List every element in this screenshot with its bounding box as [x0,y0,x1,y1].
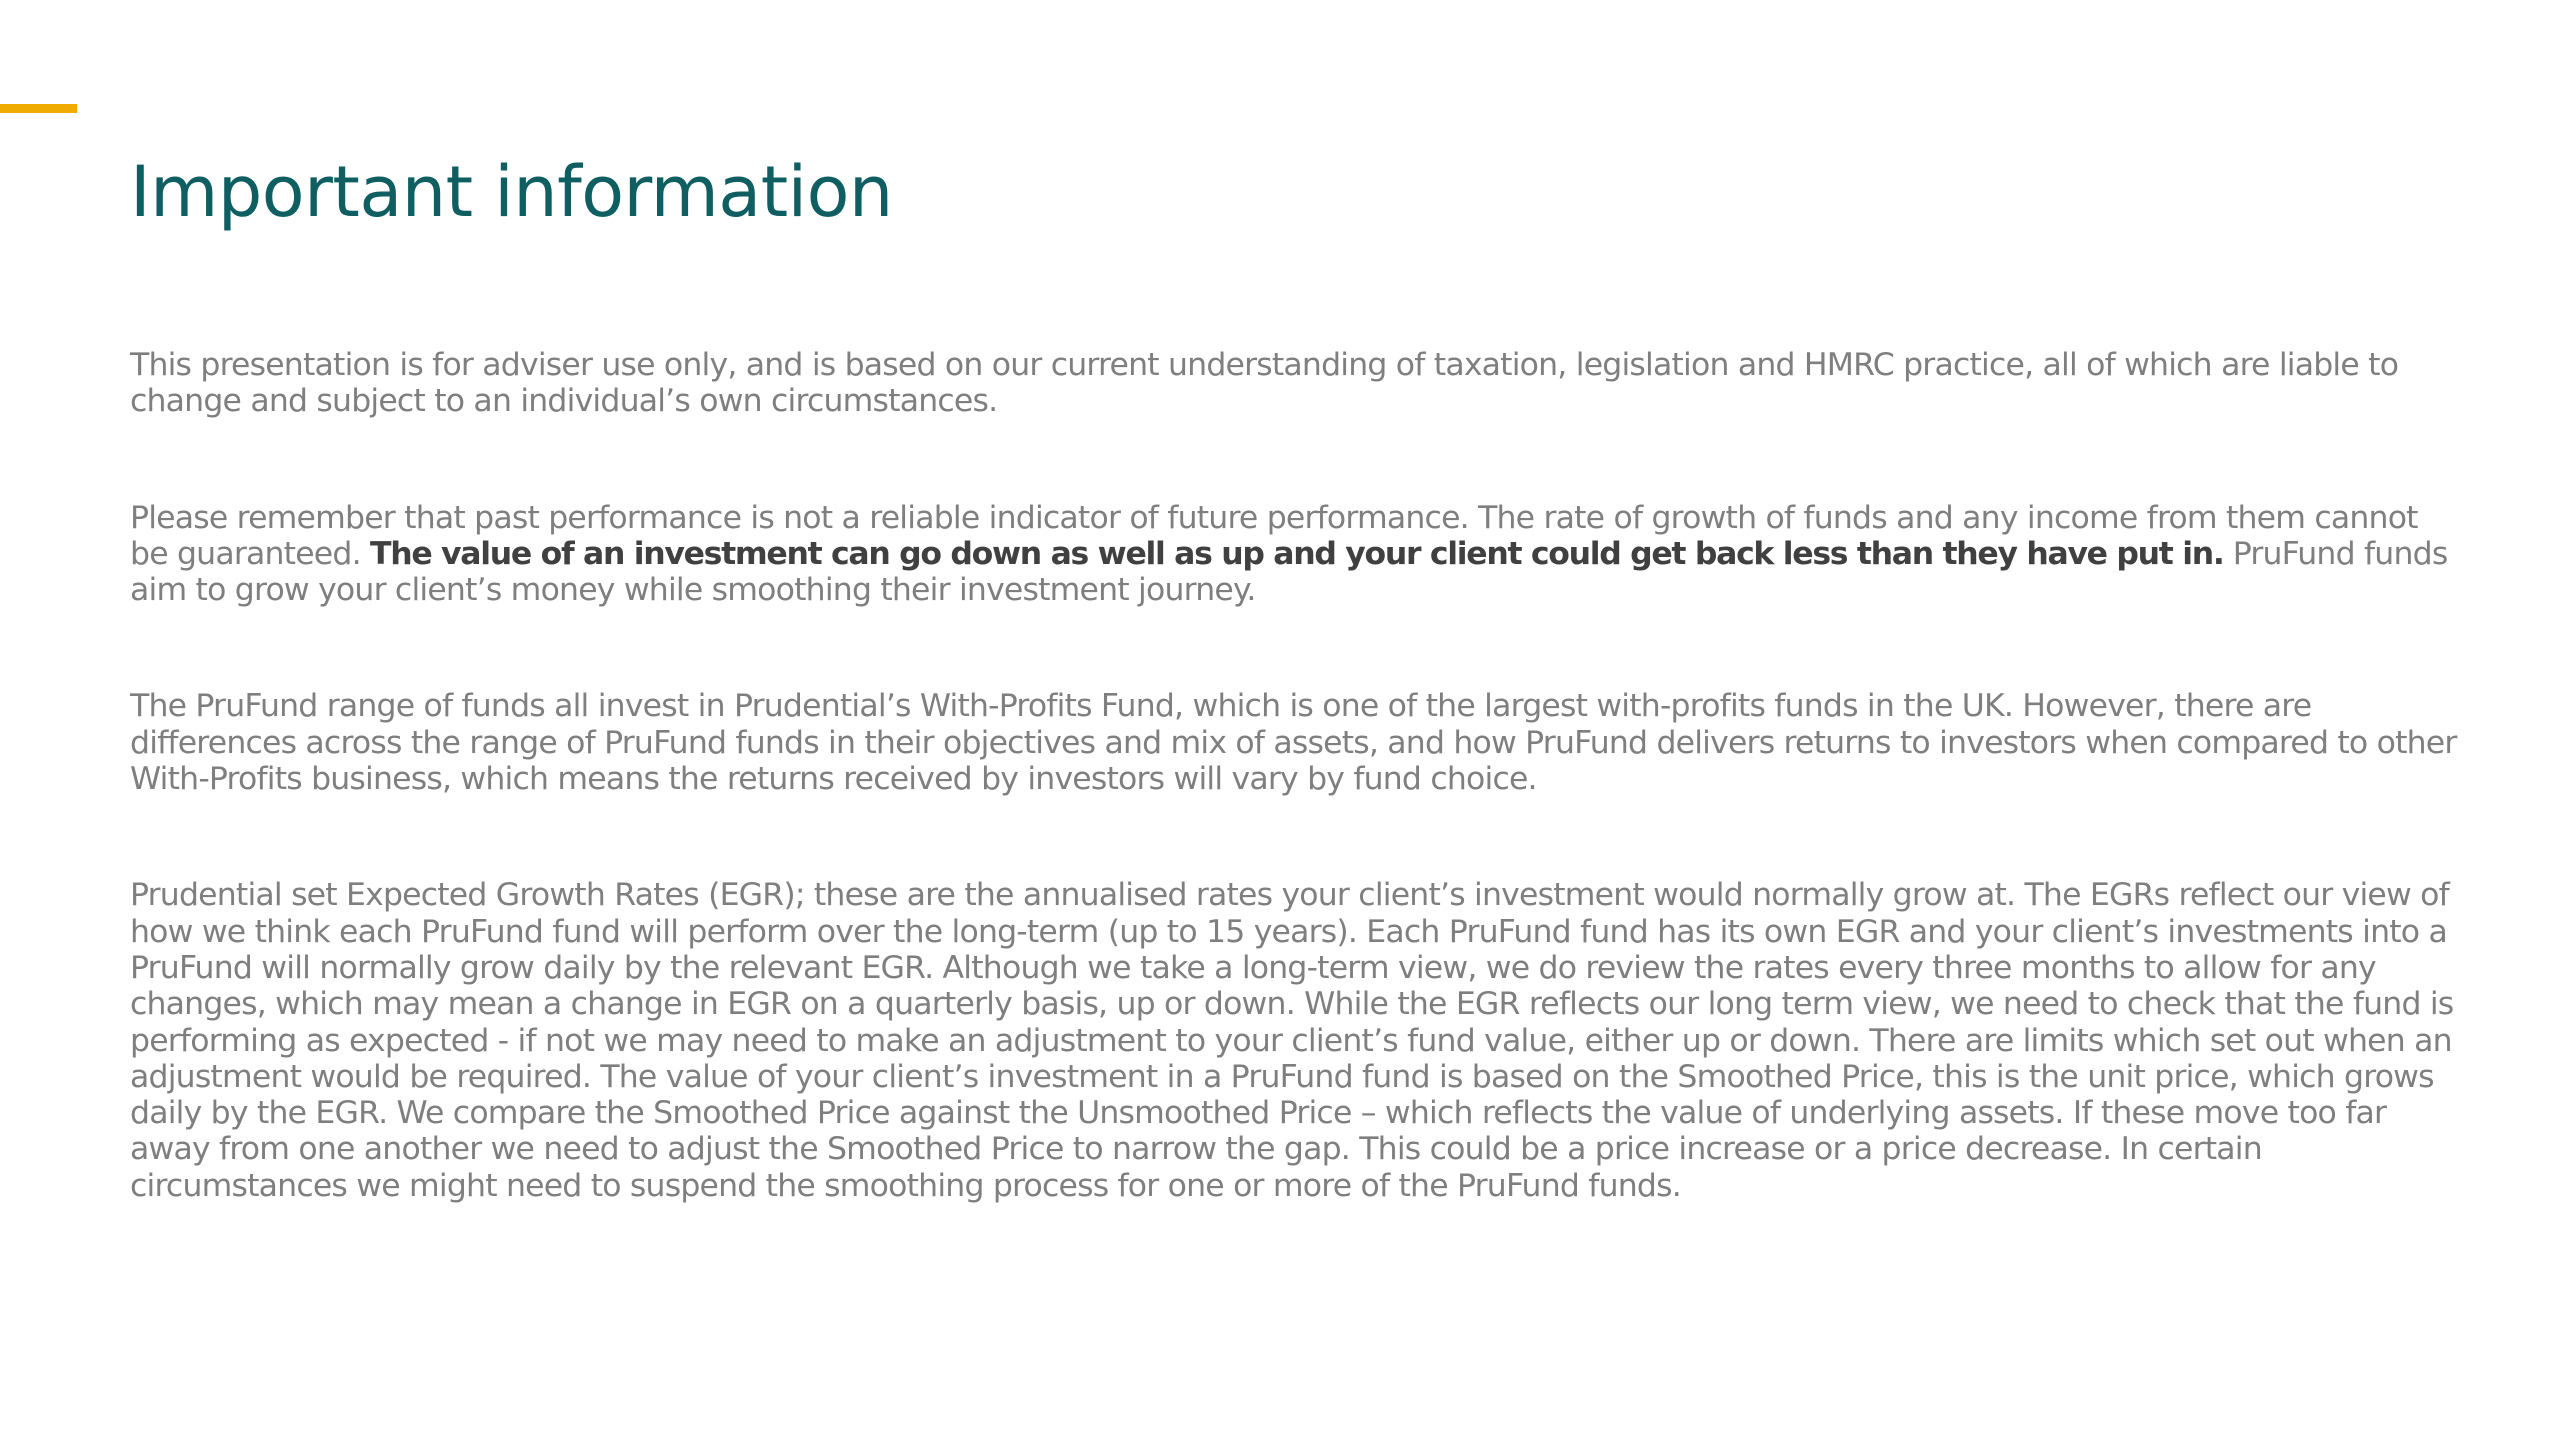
paragraph-egr: Prudential set Expected Growth Rates (EGR); these are the annualised rates your client’s investment would normally grow at. The EGRs reflect our view of how we think each PruFund fund will perform over the long-term (up to 15 years). Each PruFund fund has its own EGR and your client’s investments into a PruFund will normally grow daily by the relevant EGR. Although we take a long-term view, we do review the rates every three months to allow for any changes, which may mean a change in EGR on a quarterly basis, up or down. While the EGR reflects our long term view, we need to check that the fund is performing as expected - if not we may need to make an adjustment to your client’s fund value, either up or down. There are limits which set out when an adjustment would be required. The value of your client’s investment in a PruFund fund is based on the Smoothed Price, this is the unit price, which grows daily by the EGR. We compare the Smoothed Price against the Unsmoothed Price – which reflects the value of underlying assets. If these move too far away from one another we need to adjust the Smoothed Price to narrow the gap. This could be a price increase or a price decrease. In certain circumstances we might need to suspend the smoothing process for one or more of the PruFund funds. [130,877,2454,1204]
risk-warning-bold: The value of an investment can go down as well as up and your client could get back less than they have put in. [370,535,2224,572]
prufund-aim-text: PruFund funds aim to grow your client’s money while smoothing their investment journey. [130,535,2448,609]
paragraph-past-performance [130,500,2460,609]
past-performance-text: Please remember that past performance is not a reliable indicator of future performance. The rate of growth of funds and any income from them cannot be guaranteed. [130,499,2418,572]
slide-title: Important information [130,151,893,233]
paragraph-prufund-range: The PruFund range of funds all invest in Prudential’s With-Profits Fund, which is one of the largest with-profits funds in the UK. However, there are differences across the range of PruFund funds in their objectives and mix of assets, and how PruFund delivers returns to investors when compared to other With-Profits business, which means the returns received by investors will vary by fund choice. [130,688,2457,798]
slide-body [130,347,2460,1204]
paragraph-adviser-use: This presentation is for adviser use only, and is based on our current understanding of taxation, legislation and HMRC practice, all of which are liable to change and subject to an individual’s own circumstances. [130,347,2399,420]
accent-bar [0,104,77,113]
